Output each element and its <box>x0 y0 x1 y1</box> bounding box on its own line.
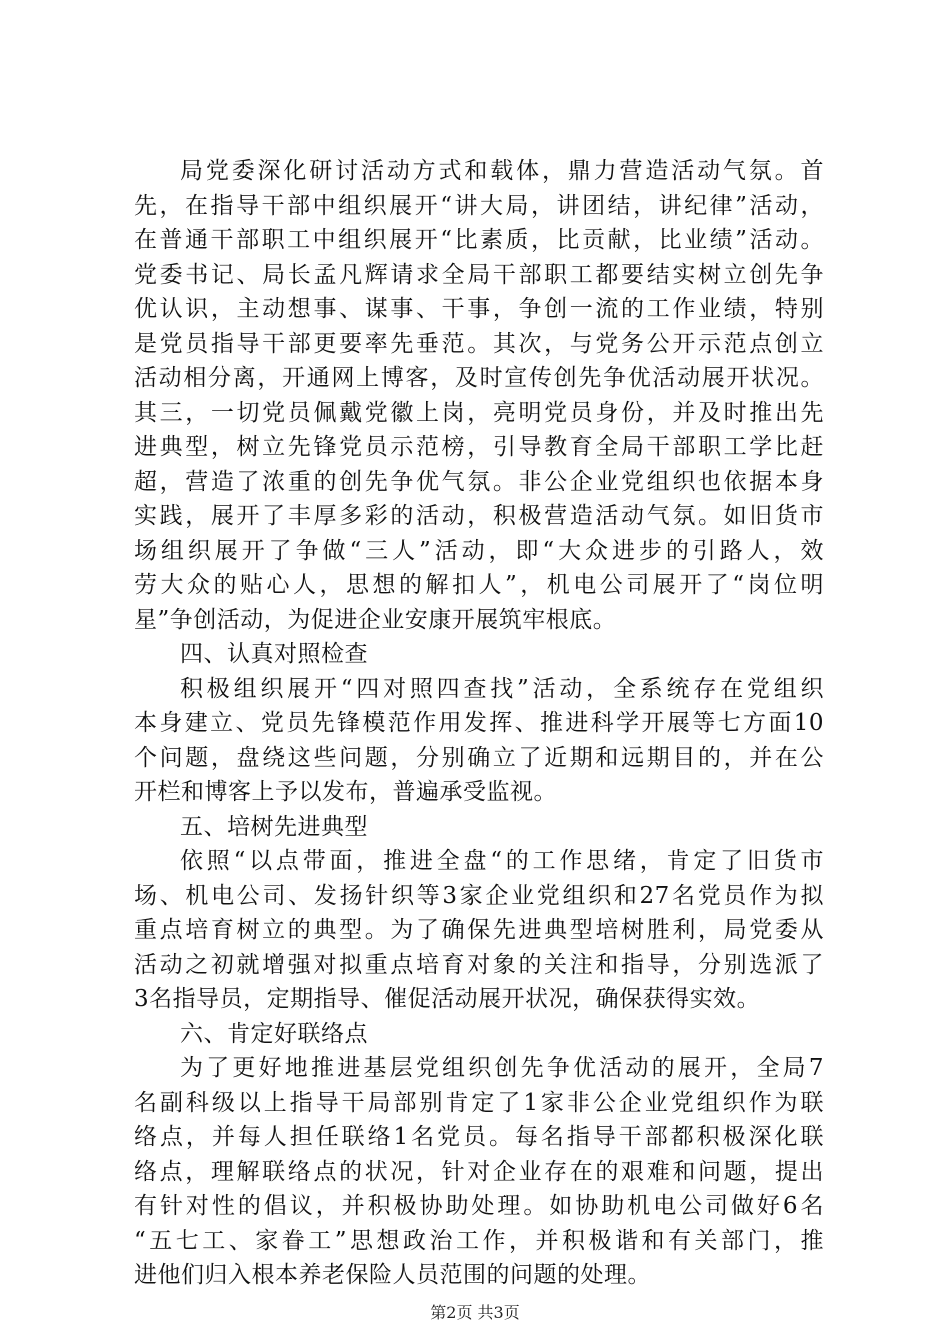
paragraph-line: “五七工、家眷工”思想政治工作，并积极谐和有关部门，推 <box>134 1227 824 1254</box>
paragraph-line: 先，在指导干部中组织展开“讲大局，讲团结，讲纪律”活动， <box>134 192 824 219</box>
paragraph-line: 开栏和博客上予以发布，普遍承受监视。 <box>134 779 557 805</box>
paragraph-line: 为了更好地推进基层党组织创先争优活动的展开，全局7 <box>180 1055 824 1081</box>
paragraph-line: 名副科级以上指导干局部别肯定了1家非公企业党组织作为联 <box>134 1089 824 1116</box>
paragraph-line: 活动之初就增强对拟重点培育对象的关注和指导，分别选派了 <box>134 951 824 978</box>
paragraph-line: 在普通干部职工中组织展开“比素质，比贡献，比业绩”活动。 <box>134 227 824 253</box>
paragraph-line: 重点培育树立的典型。为了确保先进典型培树胜利，局党委从 <box>134 917 824 943</box>
paragraph-line: 超，营造了浓重的创先争优气氛。非公企业党组织也依据本身 <box>134 468 824 495</box>
paragraph-line: 场、机电公司、发扬针织等3家企业党组织和27名党员作为拟 <box>134 882 824 909</box>
paragraph-line: 活动相分离，开通网上博客，及时宣传创先争优活动展开状况。 <box>134 365 824 391</box>
paragraph-line: 络点，并每人担任联络1名党员。每名指导干部都积极深化联 <box>134 1124 824 1150</box>
document-body <box>134 154 824 1293</box>
paragraph-line: 有针对性的倡议，并积极协助处理。如协助机电公司做好6名 <box>134 1193 824 1219</box>
paragraph-line: 本身建立、党员先锋模范作用发挥、推进科学开展等七方面10 <box>134 710 824 736</box>
paragraph-line: 积极组织展开“四对照四查找”活动，全系统存在党组织 <box>180 675 824 702</box>
paragraph-line: 局党委深化研讨活动方式和载体，鼎力营造活动气氛。首 <box>180 158 824 184</box>
paragraph-line: 星”争创活动，为促进企业安康开展筑牢根底。 <box>134 606 617 633</box>
paragraph-line: 进典型，树立先锋党员示范榜，引导教育全局干部职工学比赶 <box>134 434 824 460</box>
section-heading: 六、肯定好联络点 <box>180 1020 368 1047</box>
paragraph-line: 场组织展开了争做“三人”活动，即“大众进步的引路人，效 <box>134 537 824 564</box>
paragraph-line: 进他们归入根本养老保险人员范围的问题的处理。 <box>134 1262 651 1288</box>
section-heading: 四、认真对照检查 <box>180 641 368 667</box>
section-heading: 五、培树先进典型 <box>180 813 368 840</box>
paragraph-line: 党委书记、局长孟凡辉请求全局干部职工都要结实树立创先争 <box>134 261 824 288</box>
paragraph-line: 3名指导员，定期指导、催促活动展开状况，确保获得实效。 <box>134 986 761 1012</box>
paragraph-line: 个问题，盘绕这些问题，分别确立了近期和远期目的，并在公 <box>134 744 824 771</box>
paragraph-line: 劳大众的贴心人，思想的解扣人”，机电公司展开了“岗位明 <box>134 572 824 598</box>
paragraph-line: 实践，展开了丰厚多彩的活动，积极营造活动气氛。如旧货市 <box>134 503 824 529</box>
paragraph-line: 络点，理解联络点的状况，针对企业存在的艰难和问题，提出 <box>134 1158 824 1185</box>
paragraph-line: 优认识，主动想事、谋事、干事，争创一流的工作业绩，特别 <box>134 296 824 322</box>
paragraph-line: 是党员指导干部更要率先垂范。其次，与党务公开示范点创立 <box>134 330 824 357</box>
page-footer: 第2页 共3页 <box>430 1303 520 1322</box>
paragraph-line: 依照“以点带面，推进全盘“的工作思绪，肯定了旧货市 <box>180 848 824 874</box>
paragraph-line: 其三，一切党员佩戴党徽上岗，亮明党员身份，并及时推出先 <box>134 399 824 426</box>
